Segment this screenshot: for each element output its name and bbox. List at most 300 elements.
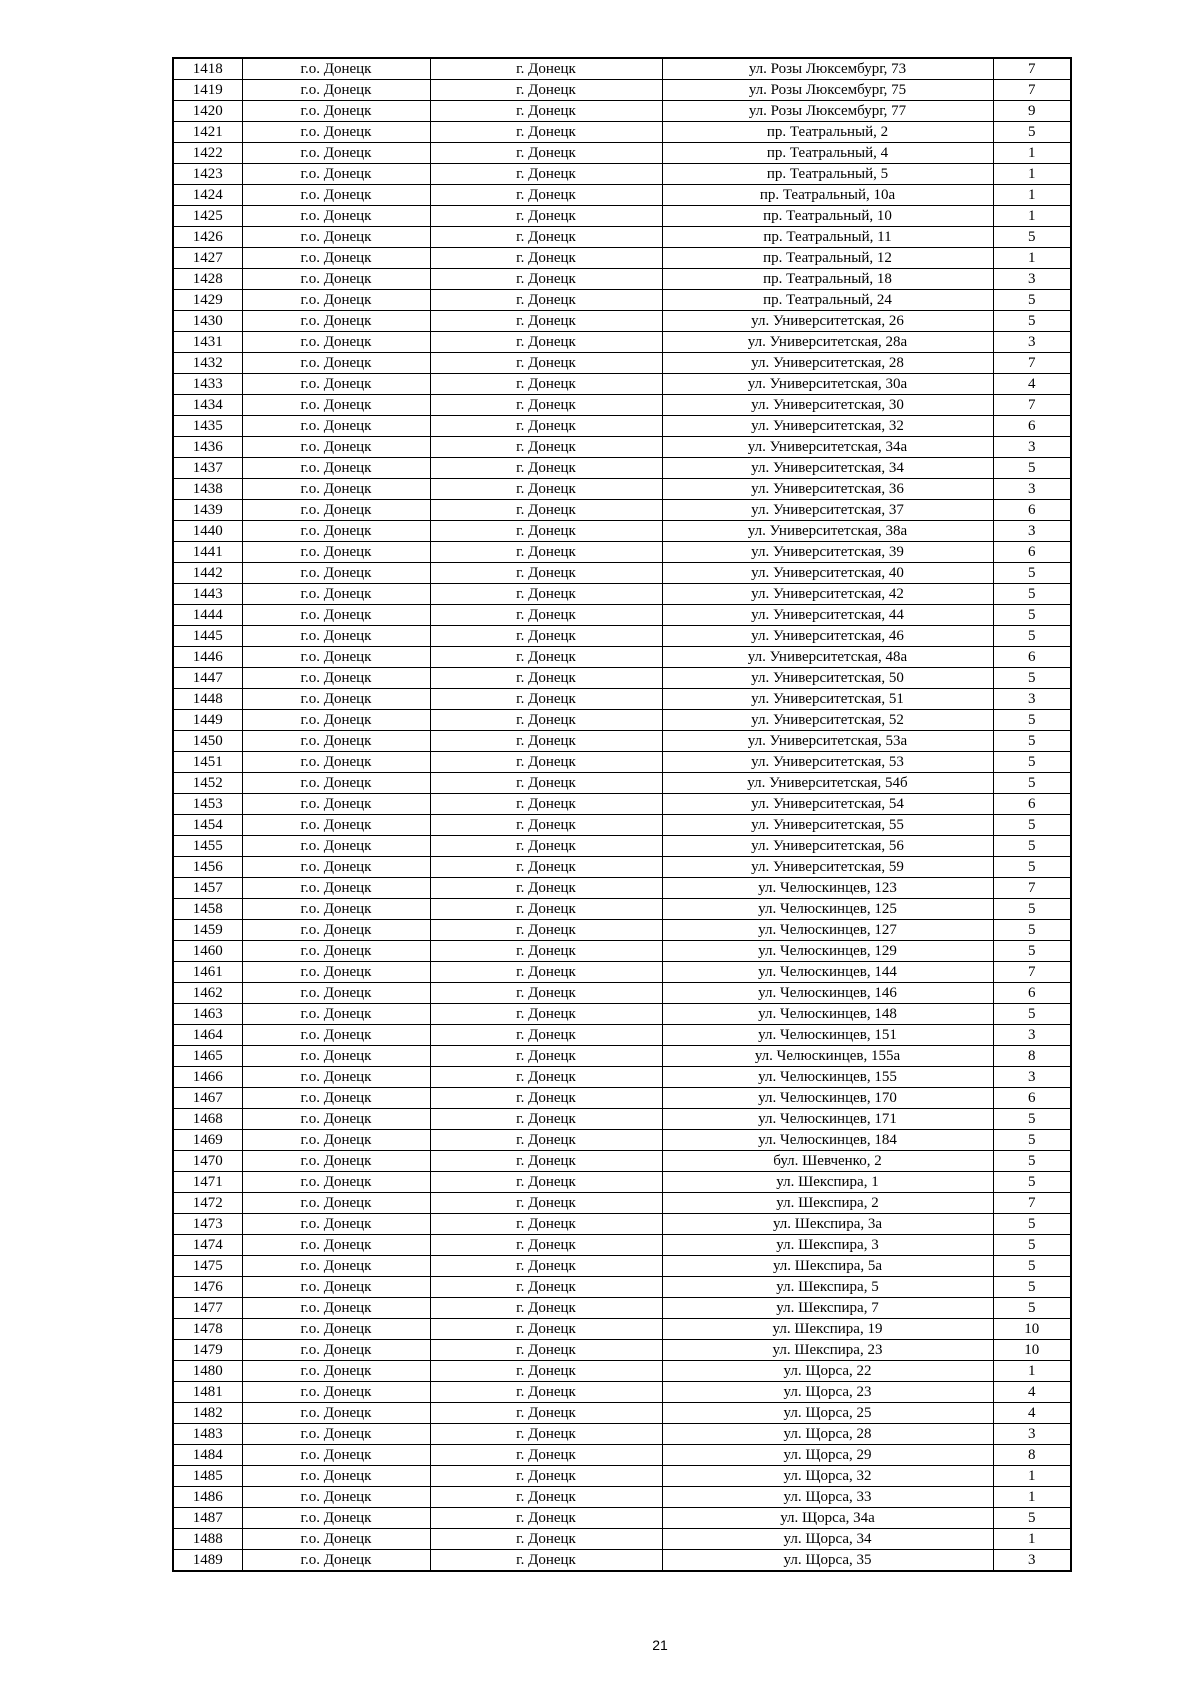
table-row: [173, 563, 1071, 584]
row-number-cell: 1451: [173, 752, 242, 773]
district-cell: г.о. Донецк: [242, 1151, 430, 1172]
city-cell: г. Донецк: [430, 1361, 662, 1382]
address-cell: ул. Челюскинцев, 125: [662, 899, 993, 920]
address-cell: ул. Университетская, 50: [662, 668, 993, 689]
city-cell: г. Донецк: [430, 353, 662, 374]
address-cell: пр. Театральный, 4: [662, 143, 993, 164]
count-cell: 10: [993, 1340, 1071, 1361]
address-cell: ул. Челюскинцев, 155а: [662, 1046, 993, 1067]
district-cell: г.о. Донецк: [242, 1445, 430, 1466]
row-number-cell: 1429: [173, 290, 242, 311]
count-cell: 1: [993, 248, 1071, 269]
city-cell: г. Донецк: [430, 122, 662, 143]
district-cell: г.о. Донецк: [242, 1109, 430, 1130]
city-cell: г. Донецк: [430, 983, 662, 1004]
address-cell: ул. Челюскинцев, 184: [662, 1130, 993, 1151]
city-cell: г. Донецк: [430, 58, 662, 80]
table-row: [173, 857, 1071, 878]
city-cell: г. Донецк: [430, 185, 662, 206]
table-row: [173, 395, 1071, 416]
address-cell: ул. Университетская, 28: [662, 353, 993, 374]
city-cell: г. Донецк: [430, 1319, 662, 1340]
address-cell: ул. Розы Люксембург, 77: [662, 101, 993, 122]
table-row: [173, 941, 1071, 962]
row-number-cell: 1473: [173, 1214, 242, 1235]
district-cell: г.о. Донецк: [242, 584, 430, 605]
table-row: [173, 1445, 1071, 1466]
row-number-cell: 1468: [173, 1109, 242, 1130]
city-cell: г. Донецк: [430, 962, 662, 983]
table-row: [173, 710, 1071, 731]
city-cell: г. Донецк: [430, 1193, 662, 1214]
city-cell: г. Донецк: [430, 269, 662, 290]
address-cell: ул. Университетская, 40: [662, 563, 993, 584]
row-number-cell: 1455: [173, 836, 242, 857]
district-cell: г.о. Донецк: [242, 353, 430, 374]
table-row: [173, 1508, 1071, 1529]
count-cell: 5: [993, 458, 1071, 479]
city-cell: г. Донецк: [430, 815, 662, 836]
district-cell: г.о. Донецк: [242, 1487, 430, 1508]
district-cell: г.о. Донецк: [242, 1235, 430, 1256]
city-cell: г. Донецк: [430, 500, 662, 521]
address-cell: ул. Щорса, 34: [662, 1529, 993, 1550]
district-cell: г.о. Донецк: [242, 1298, 430, 1319]
district-cell: г.о. Донецк: [242, 1340, 430, 1361]
table-row: [173, 1067, 1071, 1088]
district-cell: г.о. Донецк: [242, 290, 430, 311]
row-number-cell: 1470: [173, 1151, 242, 1172]
address-cell: пр. Театральный, 12: [662, 248, 993, 269]
district-cell: г.о. Донецк: [242, 1193, 430, 1214]
row-number-cell: 1441: [173, 542, 242, 563]
table-row: [173, 1529, 1071, 1550]
district-cell: г.о. Донецк: [242, 836, 430, 857]
district-cell: г.о. Донецк: [242, 647, 430, 668]
city-cell: г. Донецк: [430, 1403, 662, 1424]
row-number-cell: 1436: [173, 437, 242, 458]
address-cell: ул. Университетская, 30: [662, 395, 993, 416]
count-cell: 3: [993, 1424, 1071, 1445]
address-cell: ул. Университетская, 32: [662, 416, 993, 437]
city-cell: г. Донецк: [430, 374, 662, 395]
district-cell: г.о. Донецк: [242, 1508, 430, 1529]
city-cell: г. Донецк: [430, 710, 662, 731]
table-row: [173, 521, 1071, 542]
row-number-cell: 1448: [173, 689, 242, 710]
district-cell: г.о. Донецк: [242, 794, 430, 815]
count-cell: 5: [993, 752, 1071, 773]
count-cell: 5: [993, 584, 1071, 605]
address-cell: ул. Челюскинцев, 123: [662, 878, 993, 899]
table-row: [173, 80, 1071, 101]
city-cell: г. Донецк: [430, 1088, 662, 1109]
count-cell: 6: [993, 542, 1071, 563]
table-row: [173, 605, 1071, 626]
row-number-cell: 1444: [173, 605, 242, 626]
count-cell: 5: [993, 1109, 1071, 1130]
district-cell: г.о. Донецк: [242, 1382, 430, 1403]
count-cell: 4: [993, 374, 1071, 395]
district-cell: г.о. Донецк: [242, 941, 430, 962]
district-cell: г.о. Донецк: [242, 731, 430, 752]
district-cell: г.о. Донецк: [242, 521, 430, 542]
district-cell: г.о. Донецк: [242, 374, 430, 395]
count-cell: 5: [993, 899, 1071, 920]
district-cell: г.о. Донецк: [242, 1403, 430, 1424]
table-row: [173, 311, 1071, 332]
row-number-cell: 1472: [173, 1193, 242, 1214]
table-row: [173, 962, 1071, 983]
table-row: [173, 836, 1071, 857]
city-cell: г. Донецк: [430, 1487, 662, 1508]
table-row: [173, 248, 1071, 269]
city-cell: г. Донецк: [430, 143, 662, 164]
row-number-cell: 1445: [173, 626, 242, 647]
row-number-cell: 1469: [173, 1130, 242, 1151]
row-number-cell: 1474: [173, 1235, 242, 1256]
table-row: [173, 1130, 1071, 1151]
count-cell: 7: [993, 353, 1071, 374]
count-cell: 3: [993, 1550, 1071, 1572]
count-cell: 5: [993, 941, 1071, 962]
table-row: [173, 1025, 1071, 1046]
district-cell: г.о. Донецк: [242, 227, 430, 248]
count-cell: 5: [993, 563, 1071, 584]
table-row: [173, 1466, 1071, 1487]
table-row: [173, 1214, 1071, 1235]
table-row: [173, 101, 1071, 122]
row-number-cell: 1437: [173, 458, 242, 479]
count-cell: 5: [993, 815, 1071, 836]
address-cell: ул. Шекспира, 19: [662, 1319, 993, 1340]
row-number-cell: 1446: [173, 647, 242, 668]
table-row: [173, 500, 1071, 521]
district-cell: г.о. Донецк: [242, 143, 430, 164]
count-cell: 5: [993, 1214, 1071, 1235]
row-number-cell: 1459: [173, 920, 242, 941]
row-number-cell: 1424: [173, 185, 242, 206]
table-row: [173, 437, 1071, 458]
table-row: [173, 626, 1071, 647]
count-cell: 6: [993, 416, 1071, 437]
district-cell: г.о. Донецк: [242, 1214, 430, 1235]
district-cell: г.о. Донецк: [242, 185, 430, 206]
district-cell: г.о. Донецк: [242, 1277, 430, 1298]
city-cell: г. Донецк: [430, 1529, 662, 1550]
address-cell: ул. Щорса, 25: [662, 1403, 993, 1424]
city-cell: г. Донецк: [430, 1130, 662, 1151]
row-number-cell: 1442: [173, 563, 242, 584]
row-number-cell: 1452: [173, 773, 242, 794]
count-cell: 5: [993, 626, 1071, 647]
city-cell: г. Донецк: [430, 458, 662, 479]
count-cell: 8: [993, 1046, 1071, 1067]
table-row: [173, 332, 1071, 353]
table-row: [173, 752, 1071, 773]
city-cell: г. Донецк: [430, 416, 662, 437]
city-cell: г. Донецк: [430, 689, 662, 710]
city-cell: г. Донецк: [430, 920, 662, 941]
count-cell: 5: [993, 668, 1071, 689]
address-cell: ул. Университетская, 42: [662, 584, 993, 605]
city-cell: г. Донецк: [430, 521, 662, 542]
count-cell: 1: [993, 206, 1071, 227]
count-cell: 3: [993, 521, 1071, 542]
address-cell: ул. Челюскинцев, 170: [662, 1088, 993, 1109]
address-cell: ул. Щорса, 34а: [662, 1508, 993, 1529]
count-cell: 5: [993, 1151, 1071, 1172]
address-cell: пр. Театральный, 10а: [662, 185, 993, 206]
count-cell: 3: [993, 437, 1071, 458]
address-cell: ул. Университетская, 34а: [662, 437, 993, 458]
count-cell: 7: [993, 395, 1071, 416]
table-row: [173, 479, 1071, 500]
city-cell: г. Донецк: [430, 206, 662, 227]
table-row: [173, 983, 1071, 1004]
table-row: [173, 206, 1071, 227]
count-cell: 9: [993, 101, 1071, 122]
count-cell: 5: [993, 1004, 1071, 1025]
row-number-cell: 1488: [173, 1529, 242, 1550]
table-row: [173, 1109, 1071, 1130]
row-number-cell: 1418: [173, 58, 242, 80]
table-row: [173, 878, 1071, 899]
count-cell: 4: [993, 1382, 1071, 1403]
city-cell: г. Донецк: [430, 395, 662, 416]
city-cell: г. Донецк: [430, 899, 662, 920]
table-row: [173, 353, 1071, 374]
table-row: [173, 1403, 1071, 1424]
row-number-cell: 1438: [173, 479, 242, 500]
row-number-cell: 1420: [173, 101, 242, 122]
city-cell: г. Донецк: [430, 647, 662, 668]
city-cell: г. Донецк: [430, 248, 662, 269]
district-cell: г.о. Донецк: [242, 899, 430, 920]
row-number-cell: 1478: [173, 1319, 242, 1340]
district-cell: г.о. Донецк: [242, 1025, 430, 1046]
city-cell: г. Донецк: [430, 1172, 662, 1193]
city-cell: г. Донецк: [430, 626, 662, 647]
row-number-cell: 1481: [173, 1382, 242, 1403]
address-cell: ул. Шекспира, 7: [662, 1298, 993, 1319]
row-number-cell: 1428: [173, 269, 242, 290]
count-cell: 1: [993, 185, 1071, 206]
address-cell: ул. Университетская, 28а: [662, 332, 993, 353]
city-cell: г. Донецк: [430, 1298, 662, 1319]
district-cell: г.о. Донецк: [242, 1004, 430, 1025]
district-cell: г.о. Донецк: [242, 752, 430, 773]
count-cell: 5: [993, 710, 1071, 731]
row-number-cell: 1447: [173, 668, 242, 689]
count-cell: 3: [993, 1067, 1071, 1088]
address-cell: ул. Университетская, 55: [662, 815, 993, 836]
page-number: 21: [652, 1637, 668, 1653]
city-cell: г. Донецк: [430, 1214, 662, 1235]
district-cell: г.о. Донецк: [242, 542, 430, 563]
city-cell: г. Донецк: [430, 941, 662, 962]
row-number-cell: 1435: [173, 416, 242, 437]
district-cell: г.о. Донецк: [242, 668, 430, 689]
address-cell: ул. Челюскинцев, 151: [662, 1025, 993, 1046]
city-cell: г. Донецк: [430, 542, 662, 563]
address-cell: ул. Университетская, 36: [662, 479, 993, 500]
row-number-cell: 1479: [173, 1340, 242, 1361]
count-cell: 5: [993, 311, 1071, 332]
row-number-cell: 1430: [173, 311, 242, 332]
district-cell: г.о. Донецк: [242, 815, 430, 836]
row-number-cell: 1431: [173, 332, 242, 353]
city-cell: г. Донецк: [430, 1025, 662, 1046]
count-cell: 8: [993, 1445, 1071, 1466]
address-cell: бул. Шевченко, 2: [662, 1151, 993, 1172]
city-cell: г. Донецк: [430, 1004, 662, 1025]
count-cell: 1: [993, 143, 1071, 164]
address-cell: пр. Театральный, 10: [662, 206, 993, 227]
address-cell: ул. Розы Люксембург, 73: [662, 58, 993, 80]
district-cell: г.о. Донецк: [242, 395, 430, 416]
row-number-cell: 1465: [173, 1046, 242, 1067]
district-cell: г.о. Донецк: [242, 1361, 430, 1382]
city-cell: г. Донецк: [430, 584, 662, 605]
count-cell: 5: [993, 1277, 1071, 1298]
table-row: [173, 1319, 1071, 1340]
district-cell: г.о. Донецк: [242, 80, 430, 101]
address-cell: пр. Театральный, 2: [662, 122, 993, 143]
row-number-cell: 1463: [173, 1004, 242, 1025]
district-cell: г.о. Донецк: [242, 332, 430, 353]
address-cell: ул. Щорса, 35: [662, 1550, 993, 1572]
row-number-cell: 1476: [173, 1277, 242, 1298]
district-cell: г.о. Донецк: [242, 626, 430, 647]
district-cell: г.о. Донецк: [242, 416, 430, 437]
city-cell: г. Донецк: [430, 1340, 662, 1361]
row-number-cell: 1432: [173, 353, 242, 374]
count-cell: 7: [993, 962, 1071, 983]
address-cell: ул. Университетская, 39: [662, 542, 993, 563]
address-cell: ул. Университетская, 30а: [662, 374, 993, 395]
count-cell: 6: [993, 500, 1071, 521]
row-number-cell: 1471: [173, 1172, 242, 1193]
city-cell: г. Донецк: [430, 878, 662, 899]
table-row: [173, 1193, 1071, 1214]
city-cell: г. Донецк: [430, 1256, 662, 1277]
table-row: [173, 458, 1071, 479]
count-cell: 5: [993, 773, 1071, 794]
count-cell: 5: [993, 1298, 1071, 1319]
address-cell: ул. Шекспира, 3а: [662, 1214, 993, 1235]
district-cell: г.о. Донецк: [242, 58, 430, 80]
table-row: [173, 1361, 1071, 1382]
address-cell: ул. Университетская, 38а: [662, 521, 993, 542]
row-number-cell: 1453: [173, 794, 242, 815]
table-row: [173, 143, 1071, 164]
count-cell: 5: [993, 1130, 1071, 1151]
count-cell: 3: [993, 479, 1071, 500]
city-cell: г. Донецк: [430, 1550, 662, 1572]
district-cell: г.о. Донецк: [242, 710, 430, 731]
count-cell: 6: [993, 647, 1071, 668]
city-cell: г. Донецк: [430, 1466, 662, 1487]
district-cell: г.о. Донецк: [242, 689, 430, 710]
count-cell: 5: [993, 1256, 1071, 1277]
table-row: [173, 1256, 1071, 1277]
district-cell: г.о. Донецк: [242, 878, 430, 899]
address-cell: ул. Шекспира, 23: [662, 1340, 993, 1361]
table-row: [173, 1172, 1071, 1193]
table-row: [173, 1004, 1071, 1025]
table-row: [173, 647, 1071, 668]
district-cell: г.о. Донецк: [242, 1319, 430, 1340]
address-cell: ул. Щорса, 22: [662, 1361, 993, 1382]
address-cell: ул. Университетская, 52: [662, 710, 993, 731]
count-cell: 3: [993, 1025, 1071, 1046]
address-cell: ул. Университетская, 59: [662, 857, 993, 878]
address-table-body: [173, 58, 1071, 1571]
table-row: [173, 1487, 1071, 1508]
row-number-cell: 1426: [173, 227, 242, 248]
address-cell: ул. Челюскинцев, 129: [662, 941, 993, 962]
table-row: [173, 1340, 1071, 1361]
district-cell: г.о. Донецк: [242, 1550, 430, 1572]
count-cell: 5: [993, 836, 1071, 857]
row-number-cell: 1460: [173, 941, 242, 962]
district-cell: г.о. Донецк: [242, 479, 430, 500]
row-number-cell: 1433: [173, 374, 242, 395]
table-row: [173, 920, 1071, 941]
district-cell: г.о. Донецк: [242, 1424, 430, 1445]
city-cell: г. Донецк: [430, 311, 662, 332]
city-cell: г. Донецк: [430, 1445, 662, 1466]
table-row: [173, 416, 1071, 437]
city-cell: г. Донецк: [430, 1508, 662, 1529]
address-cell: ул. Челюскинцев, 148: [662, 1004, 993, 1025]
count-cell: 10: [993, 1319, 1071, 1340]
address-cell: ул. Щорса, 32: [662, 1466, 993, 1487]
count-cell: 7: [993, 878, 1071, 899]
row-number-cell: 1450: [173, 731, 242, 752]
row-number-cell: 1443: [173, 584, 242, 605]
count-cell: 7: [993, 80, 1071, 101]
table-row: [173, 269, 1071, 290]
table-row: [173, 1235, 1071, 1256]
address-cell: ул. Шекспира, 1: [662, 1172, 993, 1193]
address-cell: ул. Челюскинцев, 155: [662, 1067, 993, 1088]
table-row: [173, 1277, 1071, 1298]
district-cell: г.о. Донецк: [242, 437, 430, 458]
row-number-cell: 1466: [173, 1067, 242, 1088]
address-cell: ул. Университетская, 44: [662, 605, 993, 626]
district-cell: г.о. Донецк: [242, 311, 430, 332]
count-cell: 6: [993, 983, 1071, 1004]
district-cell: г.о. Донецк: [242, 773, 430, 794]
row-number-cell: 1484: [173, 1445, 242, 1466]
city-cell: г. Донецк: [430, 479, 662, 500]
row-number-cell: 1482: [173, 1403, 242, 1424]
row-number-cell: 1485: [173, 1466, 242, 1487]
district-cell: г.о. Донецк: [242, 101, 430, 122]
address-table: [172, 57, 1072, 1572]
address-cell: ул. Щорса, 23: [662, 1382, 993, 1403]
row-number-cell: 1454: [173, 815, 242, 836]
city-cell: г. Донецк: [430, 437, 662, 458]
district-cell: г.о. Донецк: [242, 920, 430, 941]
table-row: [173, 731, 1071, 752]
city-cell: г. Донецк: [430, 773, 662, 794]
address-cell: ул. Розы Люксембург, 75: [662, 80, 993, 101]
city-cell: г. Донецк: [430, 731, 662, 752]
city-cell: г. Донецк: [430, 794, 662, 815]
